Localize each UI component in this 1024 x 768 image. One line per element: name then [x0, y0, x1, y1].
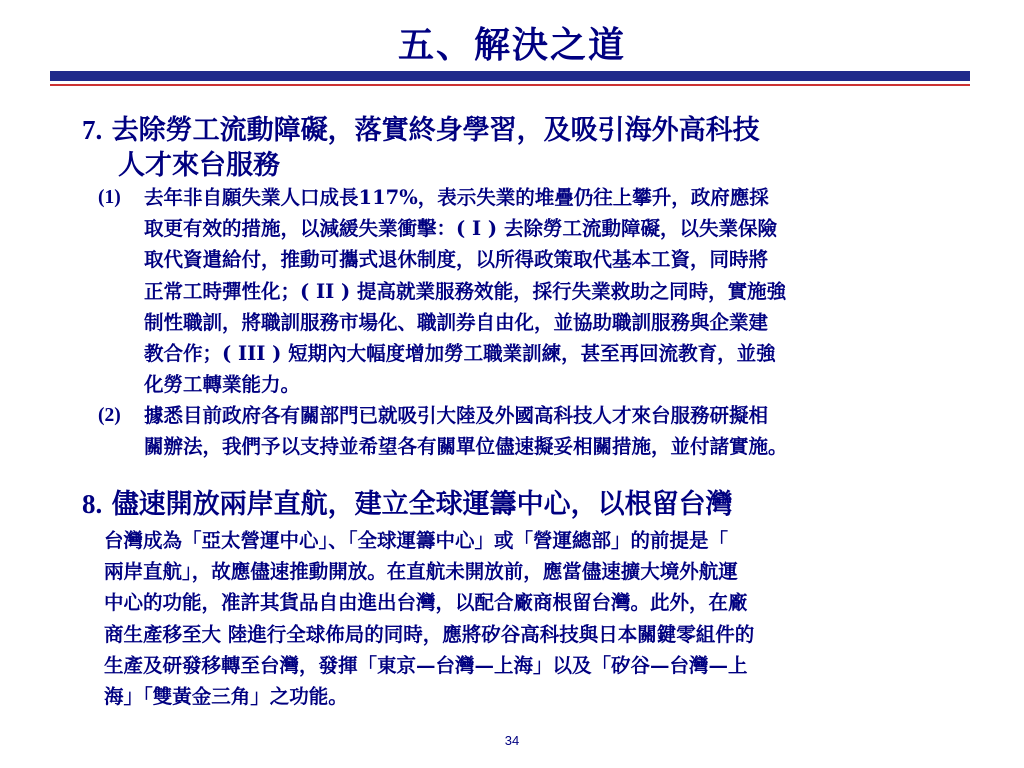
- section-8-line: 商生產移至大 陸進行全球佈局的同時，應將矽谷高科技與日本關鍵零組件的: [104, 622, 755, 646]
- section-7-heading-line2: 人才來台服務: [118, 150, 280, 181]
- item-2-marker: (2): [98, 405, 121, 426]
- section-8-heading-text: 儘速開放兩岸直航，建立全球運籌中心，以根留台灣: [111, 489, 733, 520]
- item-1-marker: (1): [98, 187, 121, 208]
- section-8-line: 生產及研發移轉至台灣，發揮「東京—台灣—上海」以及「矽谷—台灣—上: [104, 653, 748, 677]
- slide-title: 五、解決之道: [397, 24, 626, 66]
- item-2-text: [144, 400, 788, 462]
- title-underline-thin: [50, 84, 970, 86]
- item-1-line: 取代資遣給付，推動可攜式退休制度，以所得政策取代基本工資，同時將: [144, 248, 769, 272]
- section-8-line: 海」「雙黃金三角」之功能。: [104, 684, 348, 708]
- section-8-line: 中心的功能，准許其貨品自由進出台灣，以配合廠商根留台灣。此外，在廠: [104, 591, 748, 615]
- section-8-paragraph: [104, 525, 984, 712]
- section-8-heading: [82, 486, 962, 523]
- item-1-line: 正常工時彈性化；( II ) 提高就業服務效能，採行失業救助之同時，實施強: [144, 279, 787, 303]
- section-7-number: 7.: [82, 115, 103, 145]
- title-underline-thick: [50, 71, 970, 81]
- item-1-line: 化勞工轉業能力。: [144, 373, 301, 397]
- item-1-text: [144, 182, 786, 400]
- section-7-heading: [82, 112, 962, 149]
- section-8-line: 台灣成為「亞太營運中心」、「全球運籌中心」或「營運總部」的前提是「: [104, 529, 729, 552]
- section-7-heading-line1: 去除勞工流動障礙，落實終身學習，及吸引海外高科技: [111, 115, 760, 146]
- section-8-number: 8.: [82, 489, 103, 519]
- item-1-line: 取更有效的措施，以減緩失業衝擊：( I ) 去除勞工流動障礙，以失業保險: [144, 217, 777, 241]
- item-2-line: 據悉目前政府各有關部門已就吸引大陸及外國高科技人才來台服務研擬相: [144, 404, 769, 427]
- section-8-line: 兩岸直航」，故應儘速推動開放。在直航未開放前，應當儘速擴大境外航運: [104, 560, 738, 584]
- item-2-line: 關辦法，我們予以支持並希望各有關單位儘速擬妥相關措施，並付諸實施。: [144, 435, 788, 459]
- item-1-line: 制性職訓，將職訓服務市場化、職訓券自由化，並協助職訓服務與企業建: [144, 310, 769, 334]
- item-1-line: 去年非自願失業人口成長117%，表示失業的堆疊仍往上攀升，政府應採: [144, 186, 769, 209]
- item-1-line: 教合作；( III ) 短期內大幅度增加勞工職業訓練，甚至再回流教育，並強: [144, 341, 776, 365]
- page-number: 34: [504, 733, 520, 748]
